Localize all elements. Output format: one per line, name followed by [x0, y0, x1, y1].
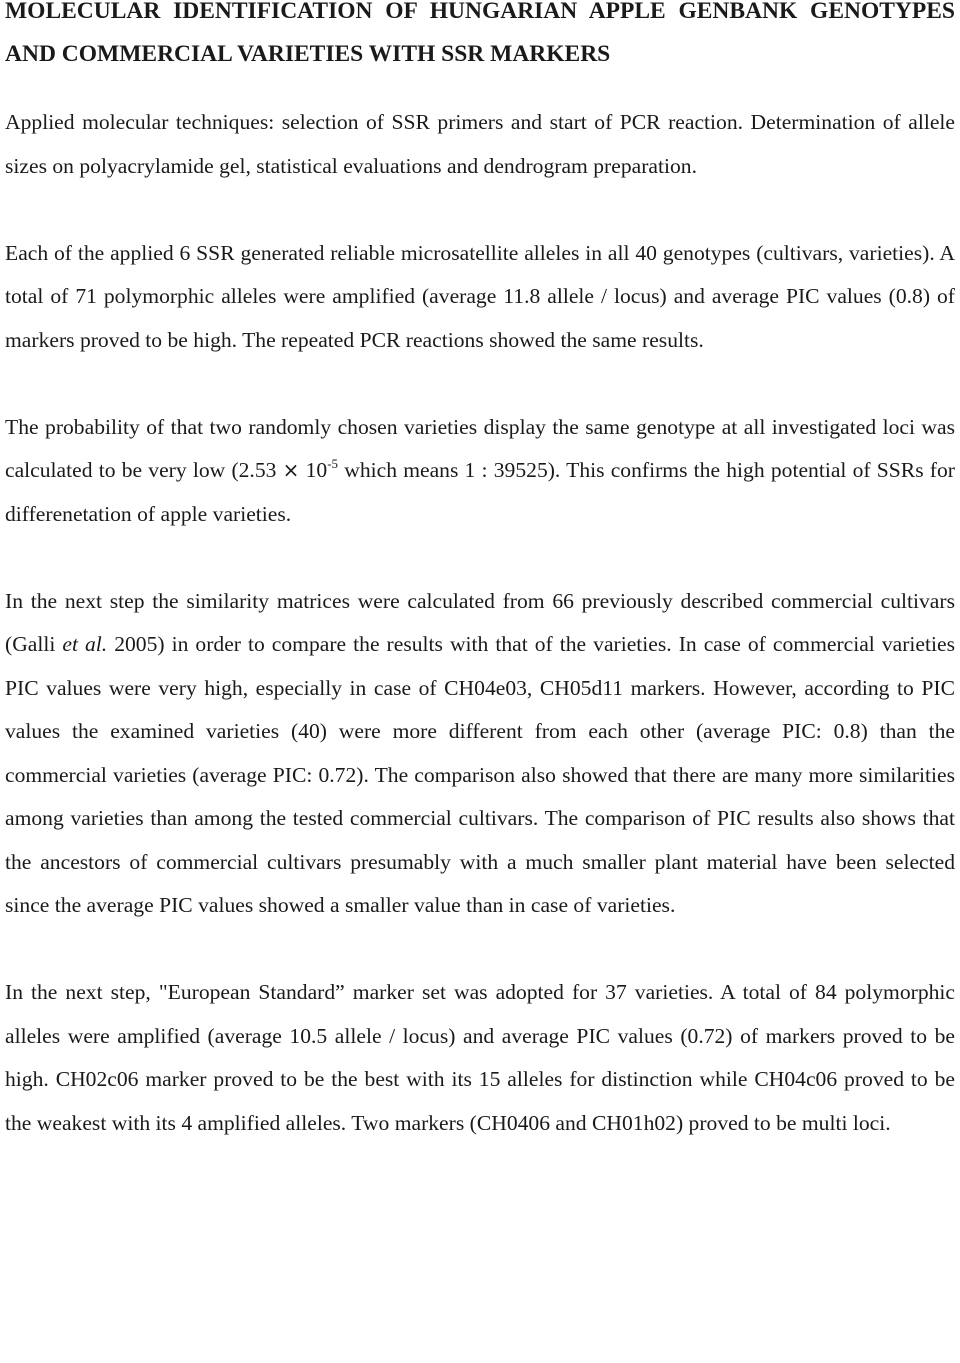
comparison-text-start: In the next step the similarity matrices were calculated from 66 previously described commercial cultivars (Galli	[5, 588, 955, 656]
paragraph-methods: Applied molecular techniques: selection of SSR primers and start of PCR reaction. Determination of allele sizes on polyacrylamide gel, statistical evaluations and dendrogram preparation.	[5, 110, 955, 178]
multiplication-sign: ×	[282, 458, 300, 482]
document-page	[5, 0, 955, 1145]
power-base: 10	[299, 458, 328, 482]
paragraph-european-standard: In the next step, "European Standard” marker set was adopted for 37 varieties. A total of 84 polymorphic alleles were amplified (average 10.5 allele / locus) and average PIC values (0.72) of markers proved to be high. CH02c06 marker proved to be the best with its 15 alleles for distinction while CH04c06 proved to be the weakest with its 4 amplified alleles. Two markers (CH0406 and CH01h02) proved to be multi loci.	[5, 980, 955, 1135]
probability-text-end: which means 1 : 39525). This confirms the high potential of SSRs for differenetation of apple varieties.	[5, 458, 955, 526]
document-title: MOLECULAR IDENTIFICATION OF HUNGARIAN APPLE GENBANK GENOTYPES AND COMMERCIAL VARIETIES WITH SSR MARKERS	[5, 0, 955, 67]
citation-et-al: et al.	[62, 632, 108, 656]
paragraph-commercial-comparison	[5, 580, 955, 928]
paragraph-probability	[5, 406, 955, 537]
power-exponent: -5	[327, 456, 339, 471]
paragraph-ssr-results: Each of the applied 6 SSR generated reliable microsatellite alleles in all 40 genotypes (cultivars, varieties). A total of 71 polymorphic alleles were amplified (average 11.8 allele / locus) and average PIC values (0.8) of markers proved to be high. The repeated PCR reactions showed the same results.	[5, 240, 955, 352]
probability-text-start: The probability of that two randomly chosen varieties display the same genotype at all investigated loci was calculated to be very low (2.53	[5, 414, 955, 482]
comparison-text-end: 2005) in order to compare the results with that of the varieties. In case of commercial varieties PIC values were very high, especially in case of CH04e03, CH05d11 markers. However, according to PIC values the examined varieties (40) were more different from each other (average PIC: 0.8) than the commercial varieties (average PIC: 0.72). The comparison also showed that there are many more similarities among varieties than among the tested commercial cultivars. The comparison of PIC results also shows that the ancestors of commercial cultivars presumably with a much smaller plant material have been selected since the average PIC values showed a smaller value than in case of varieties.	[5, 632, 955, 917]
